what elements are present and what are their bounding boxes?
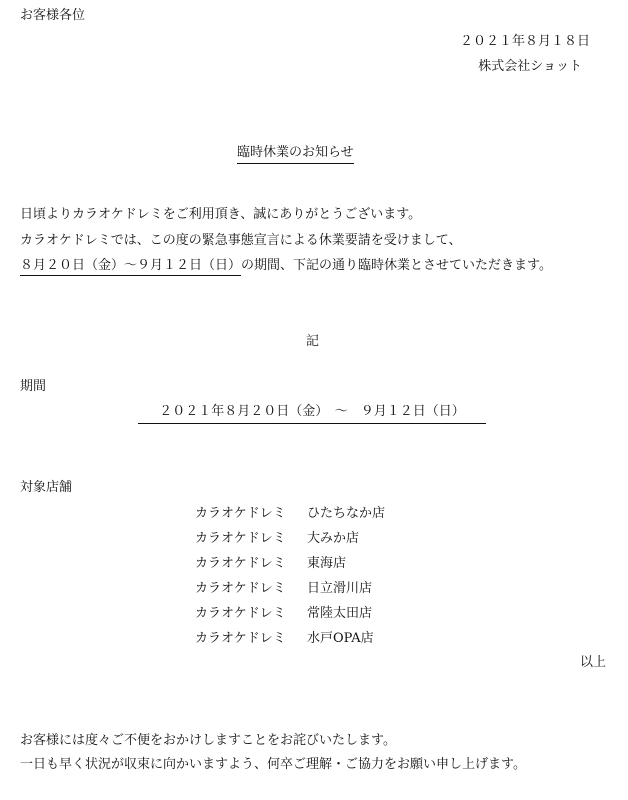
store-brand: カラオケドレミ [195,631,286,646]
ijo-closing-marker: 以上 [579,655,606,670]
ki-marker: 記 [306,334,320,349]
closing-line-2: 一日も早く状況が収束に向かいますよう、何卒ご理解・ご協力をお願い申し上げます。 [20,757,526,772]
recipient: お客様各位 [20,8,86,23]
intro-period-highlight: ８月２０日（金）～９月１２日（日） [20,258,241,276]
store-name: 大みか店 [307,531,360,546]
stores-label: 対象店舗 [20,480,73,495]
period-value: ２０２１年８月２０日（金） ～ ９月１２日（日） [138,404,486,424]
page-title: 臨時休業のお知らせ [237,145,354,164]
intro-line-2: カラオケドレミでは、この度の緊急事態宣言による休業要請を受けまして、 [20,233,462,248]
store-brand: カラオケドレミ [195,506,286,521]
period-label: 期間 [20,379,47,394]
store-item [195,631,374,647]
store-item [195,506,385,522]
store-name: ひたちなか店 [307,506,386,521]
company-name: 株式会社ショット [478,59,582,74]
store-name: 東海店 [307,556,347,571]
intro-line-1: 日頃よりカラオケドレミをご利用頂き、誠にありがとうございます。 [20,207,422,222]
date: ２０２１年８月１８日 [459,34,590,49]
store-brand: カラオケドレミ [195,556,286,571]
store-brand: カラオケドレミ [195,531,286,546]
store-brand: カラオケドレミ [195,581,286,596]
store-name: 日立滑川店 [307,581,373,596]
store-item [195,606,372,622]
store-name: 水戸OPA店 [307,631,374,646]
store-item [195,581,372,597]
store-item [195,531,359,547]
store-name: 常陸太田店 [307,606,373,621]
intro-line-3 [20,258,552,274]
store-brand: カラオケドレミ [195,606,286,621]
store-item [195,556,346,572]
intro-line-3-rest: の期間、下記の通り臨時休業とさせていただきます。 [241,258,552,273]
closing-line-1: お客様には度々ご不便をおかけしますことをお詫びいたします。 [20,733,396,748]
